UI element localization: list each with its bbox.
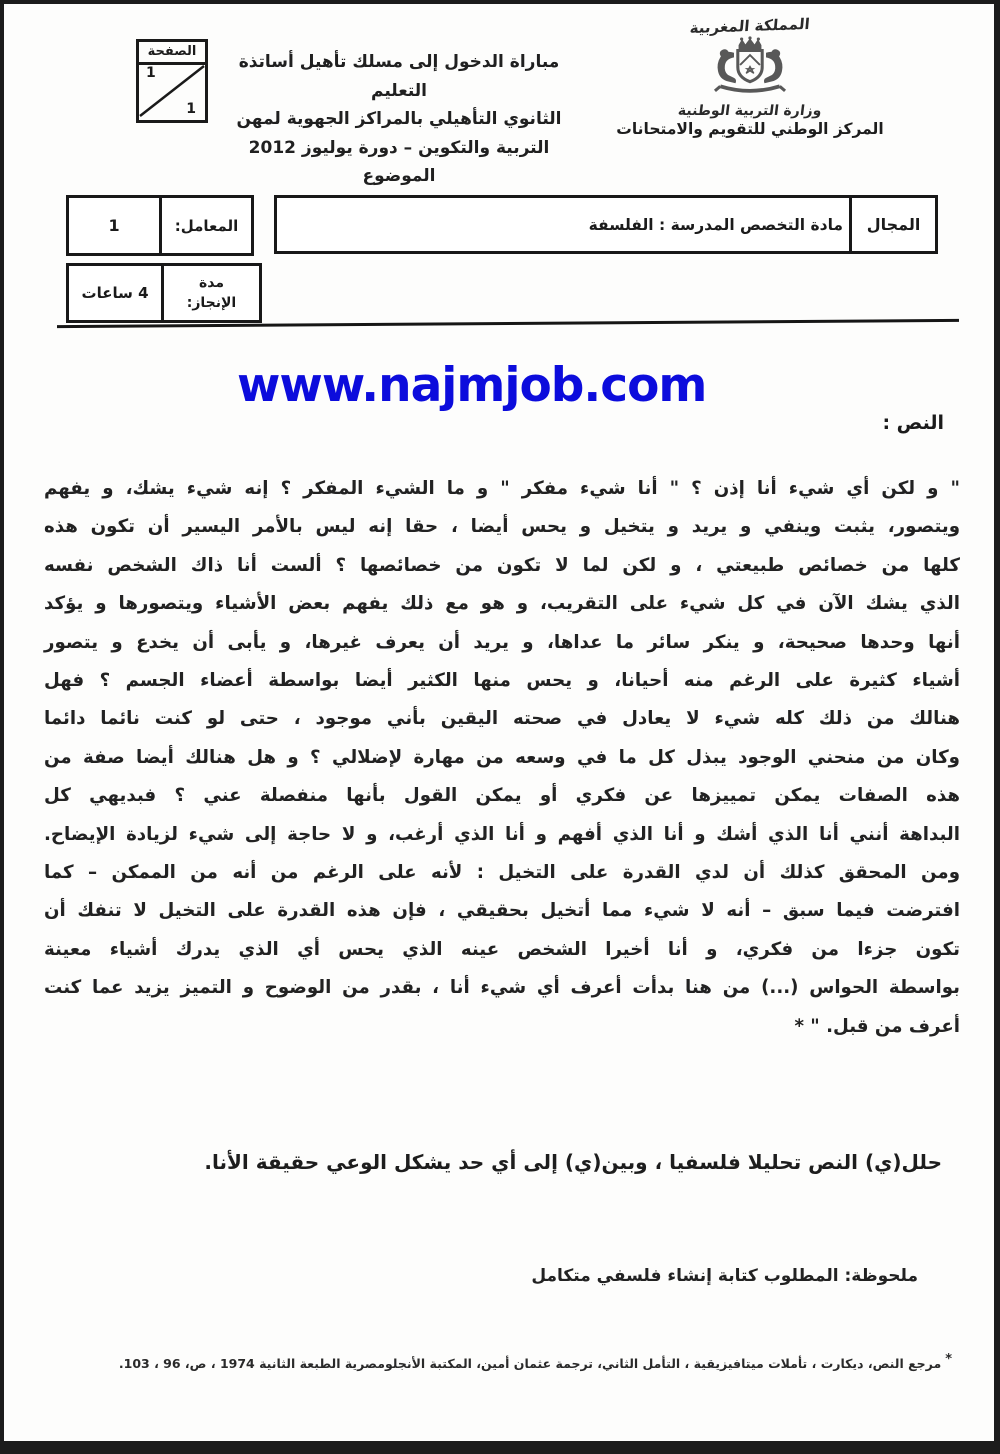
body-line: كلها من خصائص طبيعتي ، و لكن لما لا تكون من خصائصها ؟ ألست أنا ذاك الشخص نفسه (44, 554, 960, 576)
reference-footnote (46, 1352, 952, 1371)
page-total: 1 (186, 101, 196, 117)
exam-instruction: حلل(ي) النص تحليلا فلسفيا ، وبين(ي) إلى أي حد يشكل الوعي حقيقة الأنا. (204, 1150, 942, 1174)
body-line: تكون جزءا من فكري، و أنا أخيرا الشخص عينه الذي يحس أي الذي يدرك أشياء معينة (44, 938, 960, 960)
kingdom-title: المملكة المغربية (689, 14, 811, 38)
duration-label (161, 266, 259, 320)
philosophy-text-body (44, 470, 960, 1046)
morocco-coat-of-arms-icon (698, 36, 802, 100)
exam-title (209, 48, 589, 191)
page-fraction (139, 65, 205, 117)
ministry-title: وزارة التربية الوطنية (677, 103, 823, 119)
body-line: ويتصور، يثبت وينفي و يريد و يتخيل و يحس أيضا ، حقا إنه ليس بالأمر اليسير أن تكون هذه (44, 516, 960, 538)
footnote-asterisk: * (945, 1352, 952, 1367)
body-line: أعرف من قبل. " * (794, 1015, 960, 1037)
evaluation-center-title: المركز الوطني للتقويم والامتحانات (616, 120, 884, 138)
official-header (616, 16, 884, 138)
duration-label-line1: مدة (198, 274, 225, 291)
duration-label-line2: الإنجاز: (186, 295, 237, 311)
page-number-box (136, 39, 208, 123)
footnote-text: مرجع النص، ديكارت ، تأملات ميتافيزيقية ، التأمل الثاني، ترجمة عثمان أمين، المكتبة الأنجلومصرية الطبعة الثانية 1974 ، ص، 96 ، 103. (118, 1356, 942, 1372)
body-line: أنها وحدها صحيحة، و ينكر سائر ما عداها، و يريد أن يعرف غيرها، و يأبى أن يخدع و يتصور (44, 631, 960, 653)
exam-title-line-4: الموضوع (362, 166, 436, 187)
body-line: الذي يشك الآن في كل شيء على التقريب، و هو مع ذلك يفهم بعض الأشياء ويتصورها و يؤكد (44, 593, 960, 615)
duration-value: 4 ساعات (81, 284, 149, 302)
body-line: هذه الصفات يمكن تمييزها عن فكري أو يمكن القول بأنها منفصلة عني ؟ فبديهي كل (44, 785, 960, 807)
coefficient-label: المعامل: (159, 198, 251, 253)
exam-title-line-1: مباراة الدخول إلى مسلك تأهيل أساتذة التعليم (238, 52, 560, 101)
field-value: مادة التخصص المدرسة : الفلسفة (588, 215, 843, 234)
exam-title-line-3: التربية والتكوين – دورة يوليوز 2012 (248, 137, 550, 158)
body-line: ومن المحقق كذلك أن لدي القدرة على التخيل : لأنه على الرغم من أنه من الممكن – كما (44, 862, 960, 884)
exam-title-line-2: الثانوي التأهيلي بالمراكز الجهوية لمهن (236, 109, 562, 130)
body-line: البداهة أنني أنا الذي أشك و أنا الذي أفهم و أنا الذي أرغب، و لا حاجة إلى شيء لزيادة الإيضاح. (44, 823, 960, 845)
subject-field-table (274, 195, 938, 254)
field-label: المجال (849, 198, 935, 251)
page-number-label: الصفحة (139, 42, 205, 65)
page-current: 1 (146, 65, 156, 81)
body-line: بواسطة الحواس (...) من هنا بدأت أعرف أي شيء أنا ، بقدر من الوضوح و التميز يزيد عما كنت (44, 977, 960, 999)
body-line: افترضت فيما سبق – أنه لا شيء مما أتخيل بحقيقي ، فإن هذه القدرة على التخيل لا تنفك أن (44, 900, 960, 922)
duration-table (66, 263, 262, 323)
body-line: وكان من منحني الوجود يبذل كل ما في وسعه من مهارة لإضلالي ؟ و هل هنالك أيضا صفة من (44, 746, 960, 768)
watermark-url-text: www.najmjob.com (237, 358, 707, 413)
text-section-heading: النص : (882, 412, 944, 434)
note-line: ملحوظة: المطلوب كتابة إنشاء فلسفي متكامل (531, 1266, 918, 1286)
body-line: أشياء كثيرة على الرغم منه أحيانا، و يحس منها الكثير أيضا بواسطة أعضاء الجسم ؟ فهل (44, 670, 960, 692)
coefficient-value: 1 (108, 216, 120, 235)
body-line: " و لكن أي شيء أنا إذن ؟ " أنا شيء مفكر " و ما الشيء المفكر ؟ إنه شيء يشك، و يفهم (44, 478, 960, 499)
coefficient-table (66, 195, 254, 256)
body-line: هنالك من ذلك كله شيء لا يعادل في صحته اليقين بأني موجود ، حتى لو كنت نائما دائما (44, 708, 960, 730)
